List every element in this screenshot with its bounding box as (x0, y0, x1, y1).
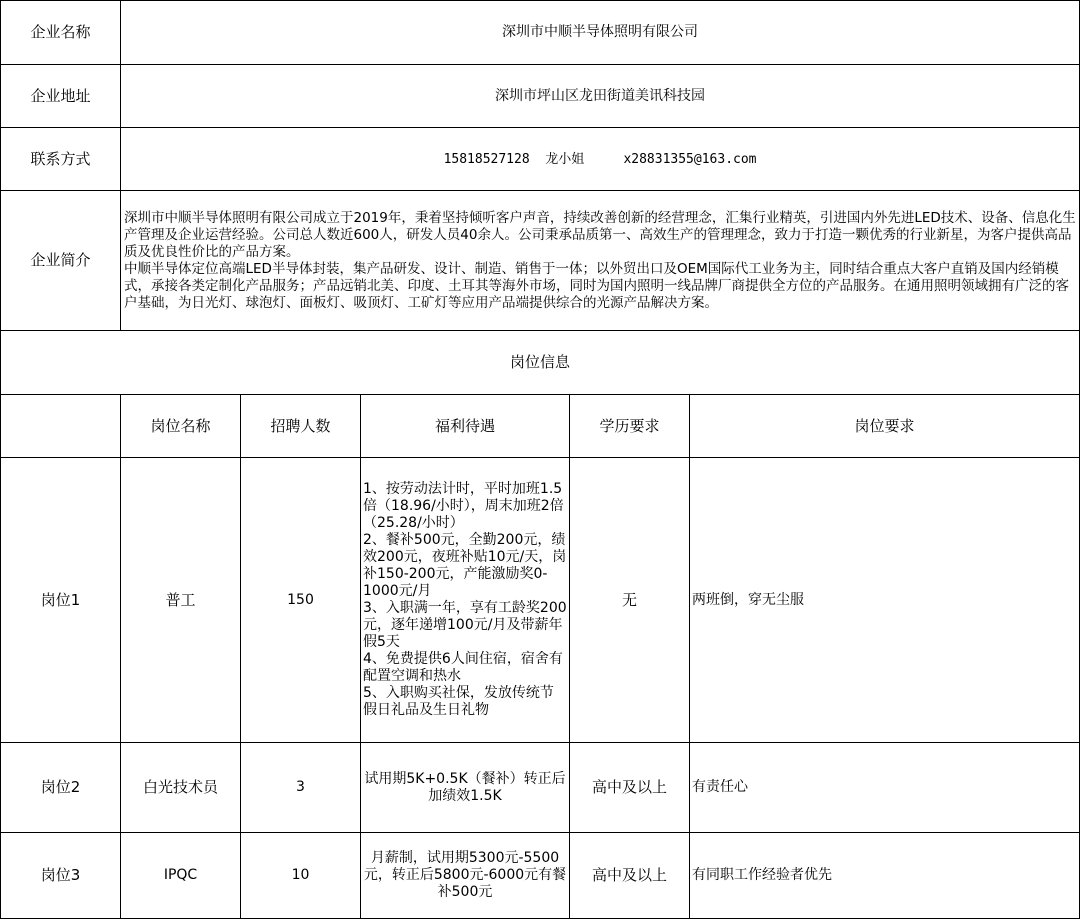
job-requirement-cell: 两班倒，穿无尘服 (690, 458, 1080, 743)
job-row (1, 833, 1080, 919)
company-contact-row (1, 128, 1080, 191)
jobs-title-row (1, 331, 1080, 395)
header-cell-requirement: 岗位要求 (690, 395, 1080, 458)
job-count-cell: 3 (241, 743, 361, 833)
jobs-section-title: 岗位信息 (1, 331, 1080, 395)
company-address-value: 深圳市坪山区龙田街道美讯科技园 (121, 65, 1080, 128)
job-id-cell: 岗位3 (1, 833, 121, 919)
company-intro-label: 企业简介 (1, 191, 121, 331)
job-name-cell: 普工 (121, 458, 241, 743)
job-benefits-cell: 1、按劳动法计时，平时加班1.5倍（18.96/小时），周末加班2倍（25.28/小时） 2、餐补500元，全勤200元，绩效200元，夜班补贴10元/天，岗补150-200元，产能激励奖0-1000元/月 3、入职满一年，享有工龄奖200元，逐年递增100元/月及带薪年假5天 4、免费提供6人间住宿，宿舍有配置空调和热水 5、入职购买社保，发放传统节假日礼品及生日礼物 (361, 458, 570, 743)
header-cell-id (1, 395, 121, 458)
company-contact-label: 联系方式 (1, 128, 121, 191)
company-intro-row (1, 191, 1080, 331)
job-id-cell: 岗位1 (1, 458, 121, 743)
job-education-cell: 高中及以上 (570, 743, 690, 833)
company-name-row (1, 1, 1080, 65)
job-requirement-cell: 有责任心 (690, 743, 1080, 833)
header-cell-benefits: 福利待遇 (361, 395, 570, 458)
job-name-cell: IPQC (121, 833, 241, 919)
job-id-cell: 岗位2 (1, 743, 121, 833)
company-address-row (1, 65, 1080, 128)
job-benefits-cell: 试用期5K+0.5K（餐补）转正后加绩效1.5K (361, 743, 570, 833)
company-intro-value: 深圳市中顺半导体照明有限公司成立于2019年，秉着坚持倾听客户声音，持续改善创新的经营理念，汇集行业精英，引进国内外先进LED技术、设备、信息化生产管理及企业运营经验。公司总人数近600人，研发人员40余人。公司秉承品质第一、高效生产的管理理念，致力于打造一颗优秀的行业新星，为客户提供高品质及优良性价比的产品方案。 中顺半导体定位高端LED半导体封装，集产品研发、设计、制造、销售于一体；以外贸出口及OEM国际代工业务为主，同时结合重点大客户直销及国内经销模式，承接各类定制化产品服务；产品远销北美、印度、土耳其等海外市场，同时为国内照明一线品牌厂商提供全方位的产品服务。在通用照明领域拥有广泛的客户基础，为日光灯、球泡灯、面板灯、吸顶灯、工矿灯等应用产品端提供综合的光源产品解决方案。 (121, 191, 1080, 331)
company-name-value: 深圳市中顺半导体照明有限公司 (121, 1, 1080, 65)
company-contact-value: 15818527128 龙小姐 x28831355@163.com (121, 128, 1080, 191)
job-education-cell: 无 (570, 458, 690, 743)
job-row (1, 458, 1080, 743)
header-cell-name: 岗位名称 (121, 395, 241, 458)
header-cell-count: 招聘人数 (241, 395, 361, 458)
company-name-label: 企业名称 (1, 1, 121, 65)
job-row (1, 743, 1080, 833)
header-cell-education: 学历要求 (570, 395, 690, 458)
job-benefits-cell: 月薪制，试用期5300元-5500元，转正后5800元-6000元有餐补500元 (361, 833, 570, 919)
jobs-header-row (1, 395, 1080, 458)
job-requirement-cell: 有同职工作经验者优先 (690, 833, 1080, 919)
job-count-cell: 10 (241, 833, 361, 919)
job-count-cell: 150 (241, 458, 361, 743)
job-education-cell: 高中及以上 (570, 833, 690, 919)
job-name-cell: 白光技术员 (121, 743, 241, 833)
company-address-label: 企业地址 (1, 65, 121, 128)
